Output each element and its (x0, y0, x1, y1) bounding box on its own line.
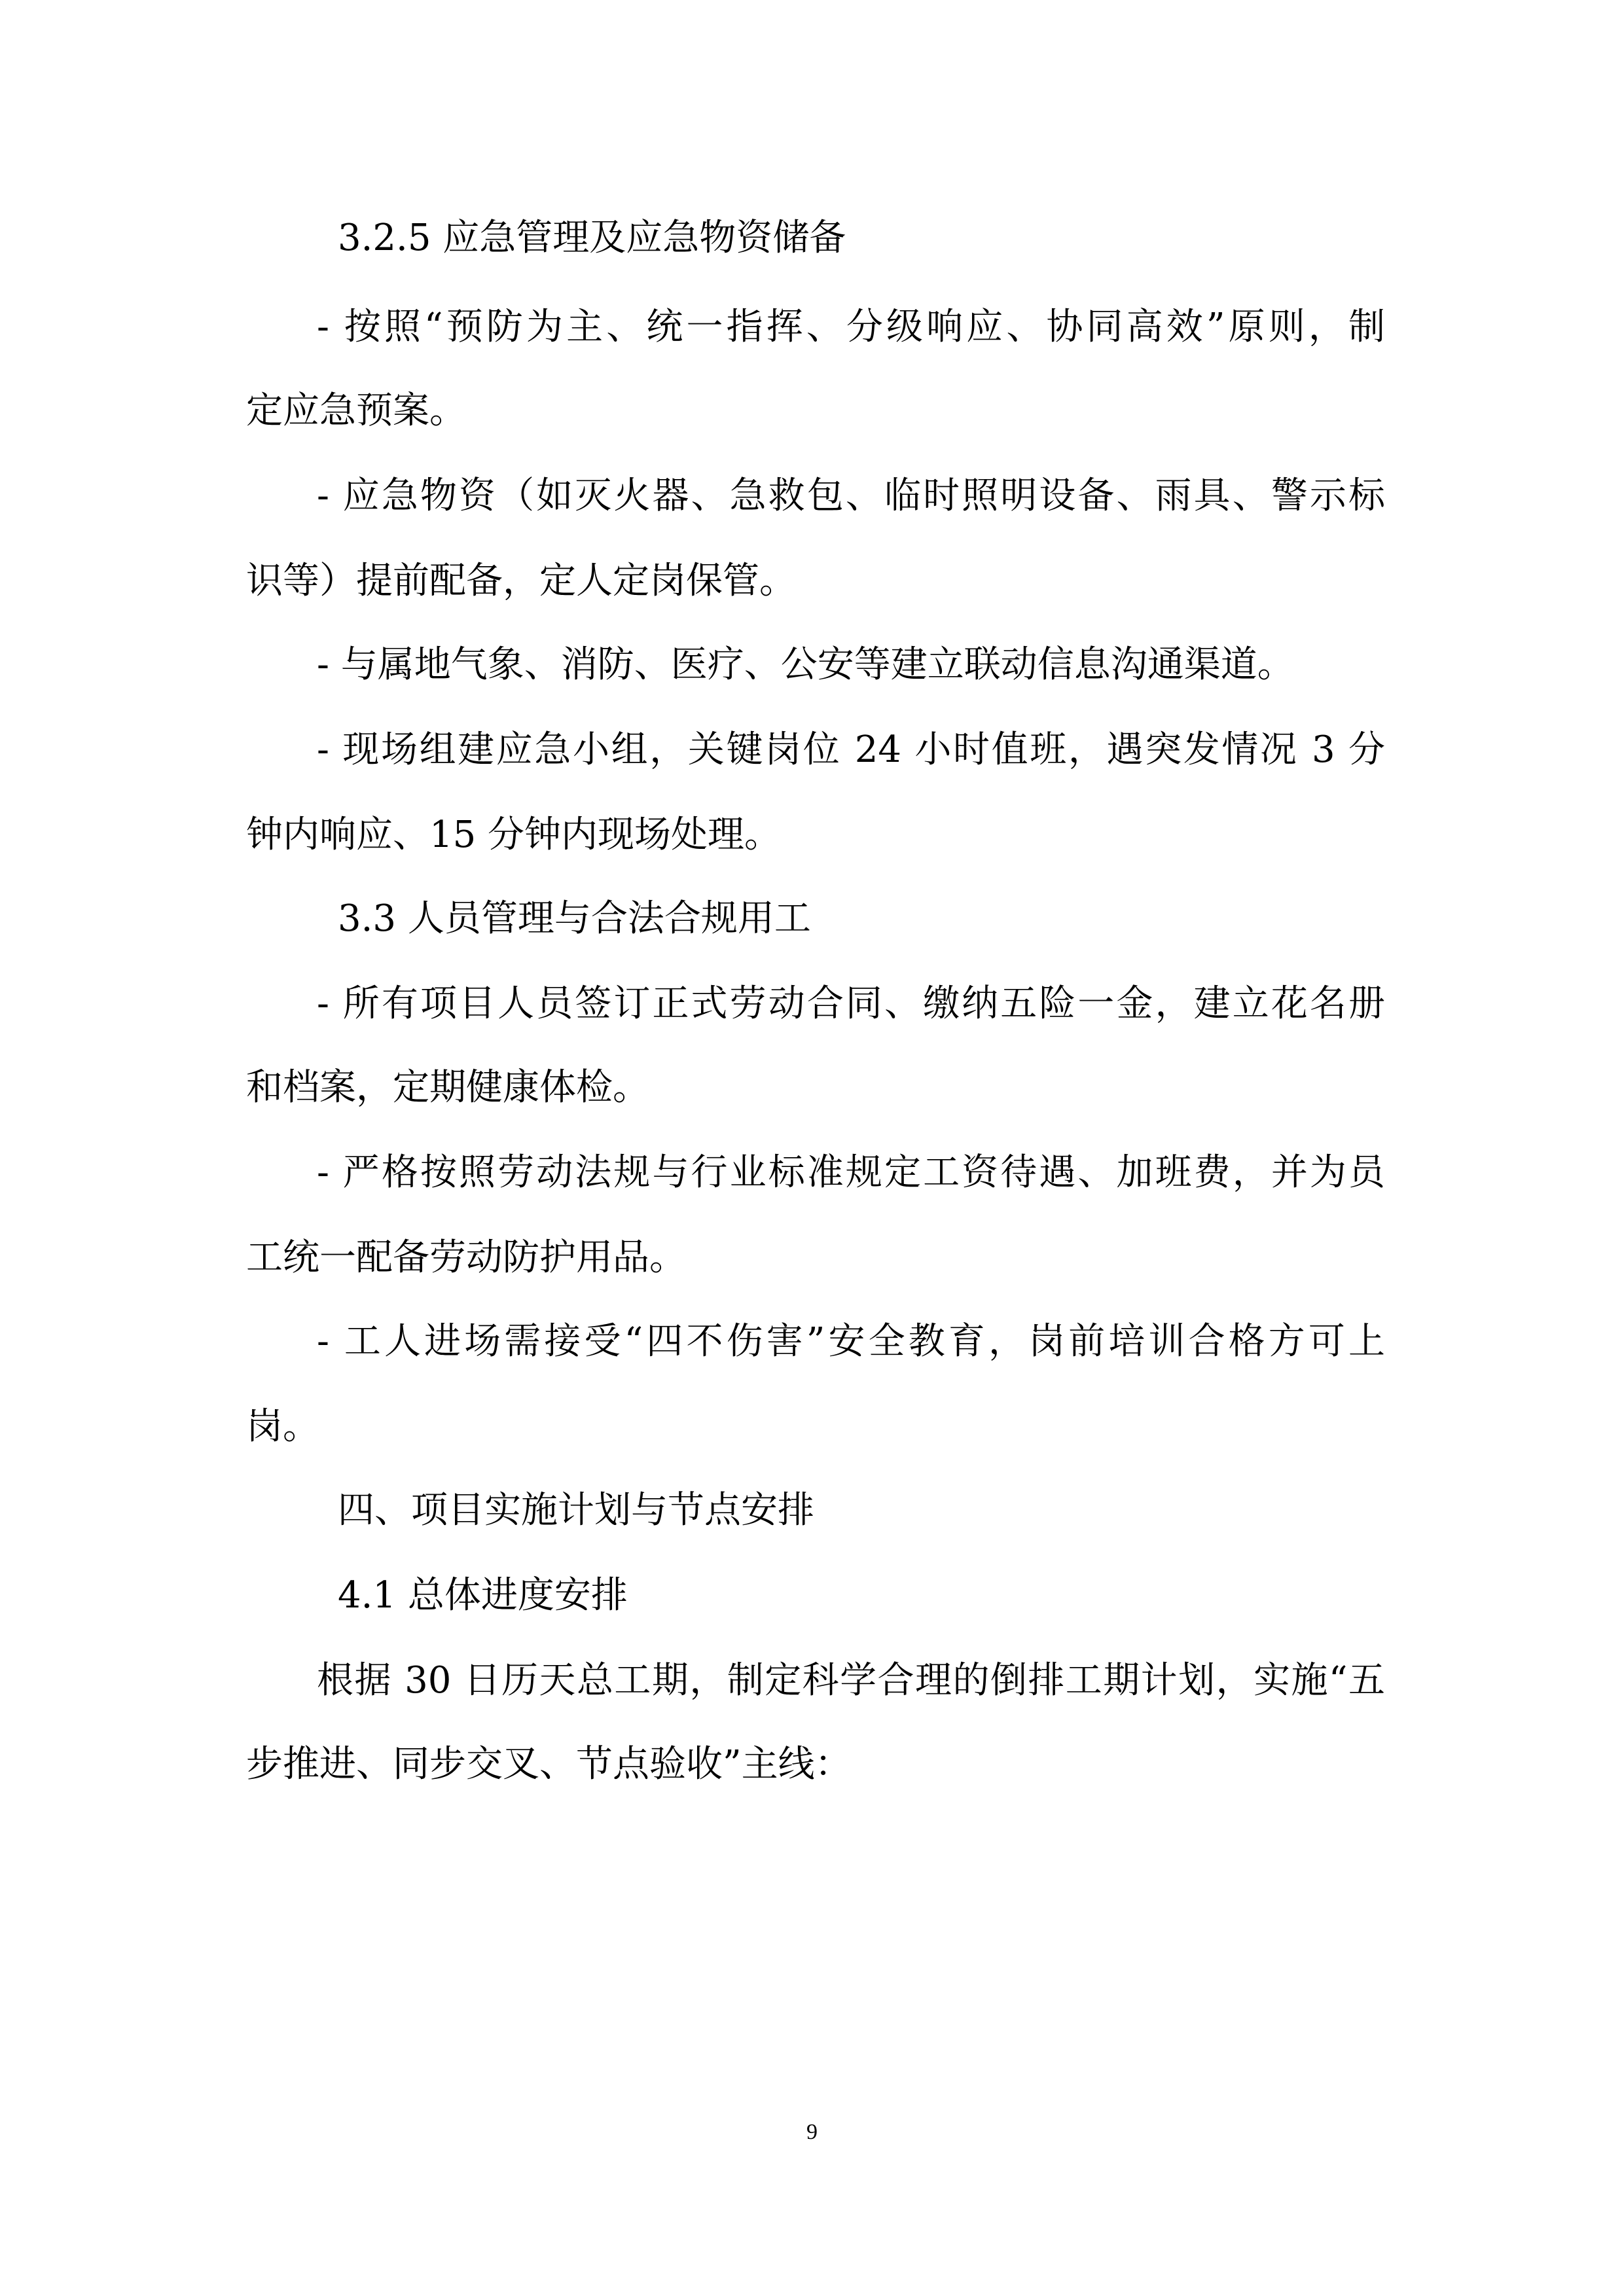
paragraph-4-1-line-1: 根据 30 日历天总工期，制定科学合理的倒排工期计划，实施“五 (317, 1659, 1385, 1702)
paragraph-4-1-line-2: 步推进、同步交叉、节点验收”主线： (246, 1743, 852, 1785)
bullet-3-3-1-line-1: - 所有项目人员签订正式劳动合同、缴纳五险一金，建立花名册 (317, 982, 1385, 1025)
page-number: 9 (806, 2120, 818, 2144)
heading-4-1: 4.1 总体进度安排 (338, 1574, 628, 1617)
bullet-3-3-2-line-1: - 严格按照劳动法规与行业标准规定工资待遇、加班费，并为员 (317, 1151, 1385, 1194)
bullet-3-3-3-line-1: - 工人进场需接受“四不伤害”安全教育，岗前培训合格方可上 (317, 1320, 1385, 1363)
bullet-3-3-2-line-2: 工统一配备劳动防护用品。 (246, 1236, 686, 1279)
bullet-3-2-5-1-line-1: - 按照“预防为主、统一指挥、分级响应、协同高效”原则，制 (317, 306, 1385, 348)
heading-3-3: 3.3 人员管理与合法合规用工 (338, 897, 811, 940)
bullet-3-2-5-2-line-2: 识等）提前配备，定人定岗保管。 (246, 560, 796, 602)
bullet-3-2-5-2-line-1: - 应急物资（如灭火器、急救包、临时照明设备、雨具、警示标 (317, 475, 1385, 517)
heading-4: 四、项目实施计划与节点安排 (338, 1489, 814, 1532)
bullet-3-3-1-line-2: 和档案，定期健康体检。 (246, 1066, 649, 1109)
bullet-3-2-5-1-line-2: 定应急预案。 (246, 389, 466, 432)
heading-3-2-5: 3.2.5 应急管理及应急物资储备 (338, 217, 846, 259)
bullet-3-2-5-4-line-1: - 现场组建应急小组，关键岗位 24 小时值班，遇突发情况 3 分 (317, 728, 1385, 771)
bullet-3-3-3-line-2: 岗。 (246, 1405, 319, 1448)
bullet-3-2-5-3-line-1: - 与属地气象、消防、医疗、公安等建立联动信息沟通渠道。 (317, 643, 1294, 686)
bullet-3-2-5-4-line-2: 钟内响应、15 分钟内现场处理。 (246, 814, 782, 856)
